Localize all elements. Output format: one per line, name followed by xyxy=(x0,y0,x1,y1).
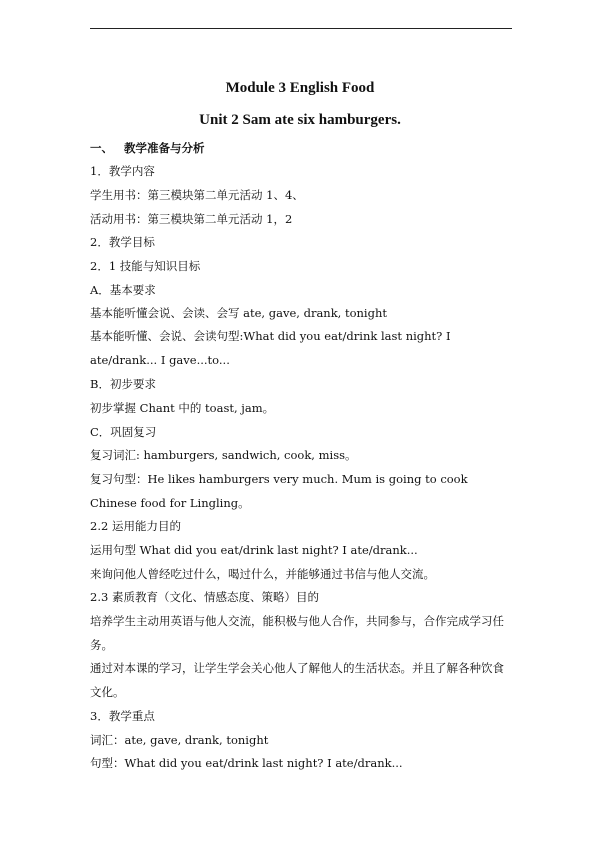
paragraph-line: 复习句型：He likes hamburgers very much. Mum is going to cook Chinese food for Lingling。 xyxy=(90,472,468,510)
paragraph-line: 1．教学内容 xyxy=(90,164,155,178)
paragraph-line: 培养学生主动用英语与他人交流，能积极与他人合作，共同参与，合作完成学习任务。 xyxy=(90,614,504,652)
header-rule xyxy=(90,28,512,29)
section-number: 一、 xyxy=(90,141,113,155)
paragraph-line: 2．教学目标 xyxy=(90,235,155,249)
paragraph-line: 通过对本课的学习，让学生学会关心他人了解他人的生活状态。并且了解各种饮食文化。 xyxy=(90,661,504,699)
paragraph-line: 学生用书：第三模块第二单元活动 1、4、 xyxy=(90,188,304,202)
paragraph-line: 初步掌握 Chant 中的 toast, jam。 xyxy=(90,401,275,415)
paragraph-line: B．初步要求 xyxy=(90,377,156,391)
document-title: Module 3 English Food xyxy=(225,80,375,96)
paragraph-line: 来询问他人曾经吃过什么，喝过什么，并能够通过书信与他人交流。 xyxy=(90,567,435,581)
paragraph-line: C．巩固复习 xyxy=(90,425,157,439)
paragraph-line: 2.2 运用能力目的 xyxy=(90,519,181,533)
paragraph-line: 基本能听懂会说、会读、会写 ate, gave, drank, tonight xyxy=(90,306,387,320)
section-title: 教学准备与分析 xyxy=(124,141,205,155)
paragraph-line: 基本能听懂、会说、会读句型:What did you eat/drink last night? I ate/drank... I gave...to... xyxy=(90,329,451,367)
paragraph-line: 2．1 技能与知识目标 xyxy=(90,259,201,273)
paragraph-line: 2.3 素质教育（文化、情感态度、策略）目的 xyxy=(90,590,319,604)
paragraph-line: 词汇：ate, gave, drank, tonight xyxy=(90,733,269,747)
document-subtitle: Unit 2 Sam ate six hamburgers. xyxy=(199,112,401,128)
paragraph-line: 活动用书：第三模块第二单元活动 1，2 xyxy=(90,212,293,226)
paragraph-line: A．基本要求 xyxy=(90,283,156,297)
section-heading xyxy=(90,140,512,156)
paragraph-line: 复习词汇: hamburgers, sandwich, cook, miss。 xyxy=(90,448,357,462)
paragraph-line: 3．教学重点 xyxy=(90,709,155,723)
paragraph-line: 运用句型 What did you eat/drink last night? I ate/drank... xyxy=(90,543,418,557)
paragraph-line: 句型：What did you eat/drink last night? I ate/drank... xyxy=(90,756,403,770)
